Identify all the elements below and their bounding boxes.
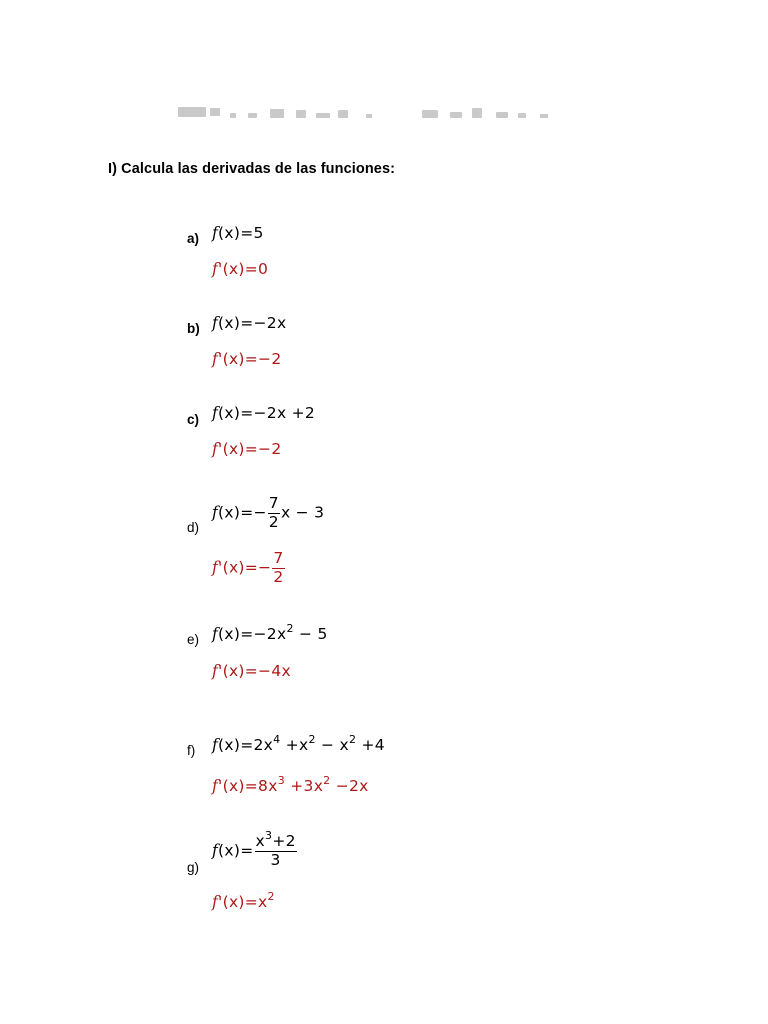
derivative-answer: f'(x)=0 xyxy=(212,260,269,278)
exercise-letter: c) xyxy=(187,412,200,427)
fraction: $\frac{x^3+2}{3}$ xyxy=(255,829,296,869)
derivative-answer: $f'(x)=8x^3 +3x^2 -2x$ xyxy=(212,774,369,795)
exercise-letter: b) xyxy=(187,321,200,336)
function-expression: $f(x)=2x^4 +x^2 - x^2 +4$ xyxy=(212,733,385,754)
derivative-answer: f'(x)=−2 xyxy=(212,350,282,368)
exercise-letter: e) xyxy=(187,632,200,647)
exercise-letter: f) xyxy=(187,743,196,758)
function-expression: f(x)=− $\frac{7}{2}$ x − 3 xyxy=(212,494,325,531)
function-expression: f(x)=−2x xyxy=(212,314,287,332)
derivative-answer: f'(x)=−4x xyxy=(212,662,291,680)
instruction-heading: I) Calcula las derivadas de las funciones: xyxy=(108,161,396,177)
derivative-answer: $f'(x)=x^2$ xyxy=(212,890,275,911)
exercise-letter: a) xyxy=(187,231,200,246)
derivative-answer: f'(x)=−2 xyxy=(212,440,282,458)
exercise-letter: g) xyxy=(187,860,200,875)
fraction: $\frac{7}{2}$ xyxy=(273,549,284,586)
faded-header-redacted xyxy=(178,100,550,122)
exercise-letter: d) xyxy=(187,520,200,535)
fraction: $\frac{7}{2}$ xyxy=(268,494,279,531)
function-expression: f(x)=−2x +2 xyxy=(212,404,316,422)
derivative-answer: f'(x)=− $\frac{7}{2}$ xyxy=(212,549,284,586)
function-expression: $f(x)=-2x^2 - 5$ xyxy=(212,622,328,643)
function-expression: f(x)= $\frac{x^3+2}{3}$ xyxy=(212,829,296,869)
function-expression: f(x)=5 xyxy=(212,224,264,242)
